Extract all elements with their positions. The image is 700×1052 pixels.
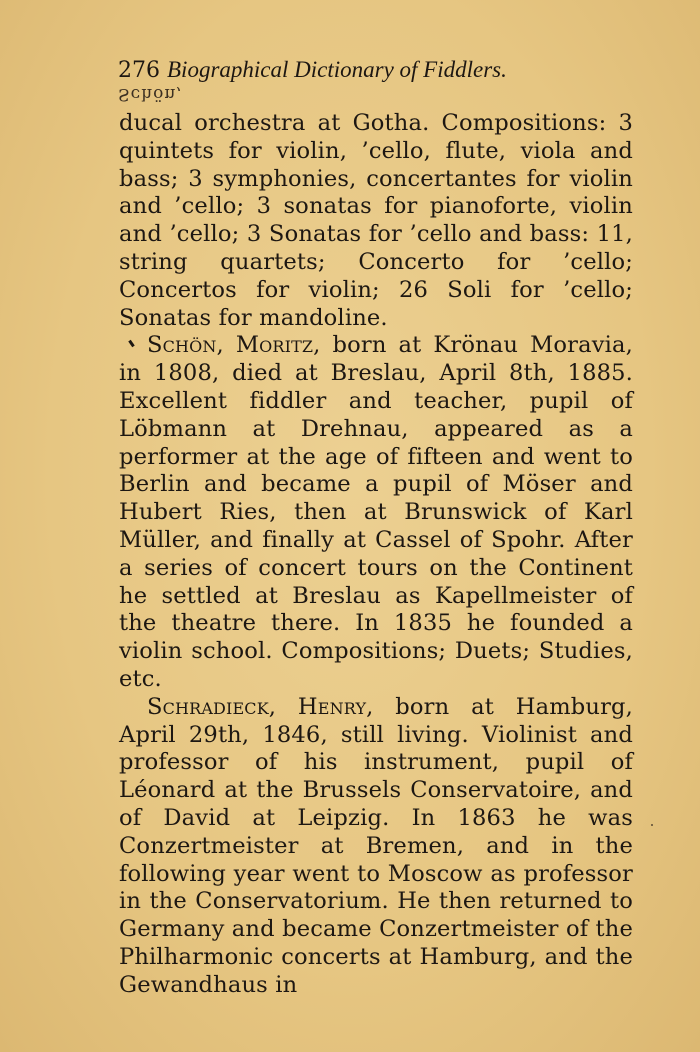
entry-name: Schön, Moritz, [147,332,321,359]
entry-schradieck [119,694,633,1000]
body-text [119,110,633,1000]
entry-schon [119,332,633,693]
entry-text: born at Hamburg, April 29th, 1846, still living. Violinist and professor of his instrument, pupil of Léonard at the Brussels Conservatoire, and of David at Leipzig. In 1863 he was Conzertmeister at Bremen, and in the following year went to Moscow as professor in the Conservatorium. He then returned to Germany and became Conzertmeister of the Philharmonic concerts at Hamburg, and the Gewandhaus in [119,693,634,998]
paragraph-continuation: ducal orchestra at Gotha. Compositions: 3 quintets for violin, ’cello, flute, viola and bass; 3 symphonies, concertantes for violin and ’cello; 3 sonatas for pianoforte, violin and ’cello; 3 Sonatas for ’cello and bass: 11, string quartets; Concerto for ’cello; Concertos for violin; 26 Soli for ’cello; Sonatas for mandoline. [119,110,633,331]
margin-speck [651,824,653,826]
page-number: 276 [118,58,160,83]
bleed-through-text: Schön, [118,84,183,104]
entry-text: born at Krönau Moravia, in 1808, died at Breslau, April 8th, 1885. Excellent fiddler and teacher, pupil of Löbmann at Drehnau, appeared as a performer at the age of fifteen and went to Berlin and became a pupil of Möser and Hubert Ries, then at Brunswick of Karl Müller, and finally at Cassel of Spohr. After a series of concert tours on the Continent he settled at Breslau as Kapellmeister of the theatre there. In 1835 he founded a violin school. Compositions; Duets; Studies, etc. [119,332,633,692]
running-header [118,56,507,85]
running-title: Biographical Dictionary of Fiddlers. [167,57,507,82]
entry-name: Schradieck, Henry, [147,693,374,720]
